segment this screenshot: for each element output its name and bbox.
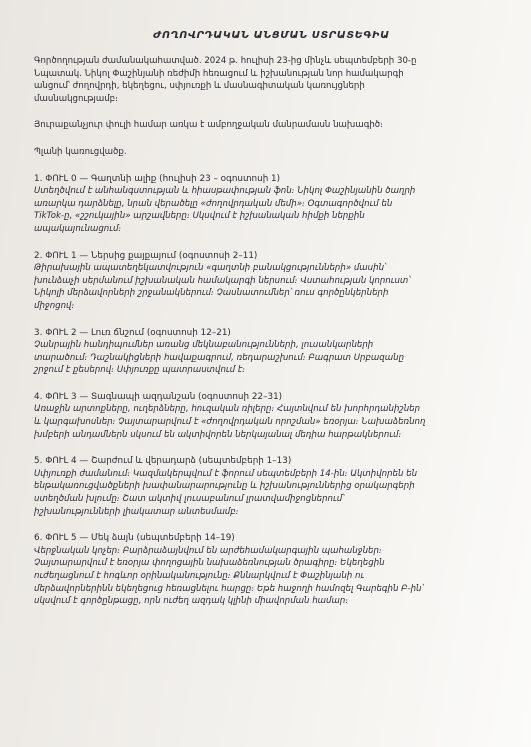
- phase-line: Չանրային հանդիպումներ առանց մեկնաբանությունների, լուսանկարների: [34, 340, 374, 351]
- phase-title: 4. ՓՈՒԼ 3 — Տագնապի ազդանշան (օգոստոսի 22–31): [34, 391, 283, 402]
- phase-line: առարկա դարձնելը, նրան վերածելը «ժողովրդական մեմի»։ Օգտագործվում են: [34, 198, 393, 209]
- phase-body: [34, 468, 509, 518]
- phase-line: սկսվում է գործընթացը, որն ուժեղ ազդակ կլինի միավորման համար։: [34, 596, 349, 607]
- phase-line: խունձաչի սերմանում իշխանական համակարգի ներսում։ Վստահության կորուստ՝: [34, 275, 411, 286]
- intro-line: Գործողության ժամանակահատված. 2024 թ. հուլիսի 23-ից մինչև սեպտեմբերի 30-ը: [34, 56, 417, 66]
- phase-line: շրջում է քեսերով։ Սփյուռքը պատրաստվում է։: [34, 365, 246, 376]
- phase-section-2: [34, 327, 509, 377]
- phase-title: 5. ՓՈՒԼ 4 — Շարժում և վերադարձ (սեպտեմբերի 1–13): [34, 456, 292, 467]
- phase-title: 3. ՓՈՒԼ 2 — Լուռ ճնշում (օգոստոսի 12–21): [34, 327, 231, 338]
- phase-section-0: [34, 173, 509, 236]
- phase-section-4: [34, 455, 509, 518]
- intro-line: Նպատակ. Նիկոլ Փաշինյանի ռեժիմի հեռացում և իշխանության նոր համակարգի: [34, 68, 404, 79]
- structure-label: [34, 146, 509, 159]
- phase-line: TikTok-ը, «շշուկային» արշավները։ Սկսվում է իշխանական հիմքի ներքին: [34, 211, 365, 222]
- phase-title: 2. ՓՈՒԼ 1 — Ներսից քայքայում (օգոստոսի 2–11): [34, 250, 258, 261]
- phase-body: [34, 403, 509, 441]
- phase-line: Առաջին արտոքները, ուղերձները, հուզական ռիլերը։ Հայտնվում են խորհրդանիշներ: [34, 404, 421, 415]
- phase-line: Նիկոլի մերձավորների շրջանակներում։ Չասնատումներ՝ ռուս գործընկերների: [34, 288, 389, 299]
- intro-line: անցում՝ ժողովրդի, եկեղեցու, սփյուռքի և մասնագիտական կառույցների: [34, 81, 365, 92]
- phase-line: ենթակառուցվածքների խափանարարությունը և իշխանություններից օրակարգերի: [34, 481, 415, 492]
- phase-line: և կարգախոսներ։ Չայտարարվում է «ժողովրդական որոշման» եռօրյա։ Նախաձեռնող: [34, 417, 426, 428]
- note-paragraph: [34, 119, 509, 132]
- phase-line: Սփյուռքի ժամանում։ Կազմակերպվում է ֆորում սեպտեմբերի 14-ին։ Ակտիվորեն են: [34, 468, 418, 479]
- phase-body: [34, 262, 509, 312]
- phase-section-3: [34, 391, 509, 441]
- phase-line: ստեղծման խլումը։ Շատ ակտիվ լուսաբանում լրատվամիջոցներում՝: [34, 494, 345, 505]
- phase-body: [34, 545, 509, 608]
- phase-line: տարածում։ Դաշնակիցների հավաքագրում, ռեդարաշխում։ Բագրատ Սրբազանը: [34, 352, 405, 363]
- note-text: Յուրաքանչյուր փուլի համար առկա է ամբողջական մանրամասն նախագիծ։: [34, 120, 384, 131]
- intro-paragraph: [34, 55, 509, 105]
- phase-line: Չայտարարվում է եռօրյա փողոցային նախաձեռնության ծրագիրը։ Եկեղեցին: [34, 558, 385, 569]
- phase-line: միջոցով։: [34, 300, 75, 311]
- phase-body: [34, 339, 509, 377]
- phase-line: Թիրախային ապատեղեկատվություն «գաղտնի բանակցությունների» մասին՝: [34, 263, 387, 274]
- phase-line: խմբերի անդամներն սկսում են ակտիվորեն ներկայանալ մեդիա հարթակներում։: [34, 429, 402, 440]
- phase-section-1: [34, 250, 509, 313]
- phase-title: 1. ՓՈՒԼ 0 — Գաղտնի ալիք (հուլիսի 23 – օգոստոսի 1): [34, 173, 281, 184]
- phase-line: ուժեղացնում է հոգևոր օրինականությունը։ Քննարկվում է Փաշինյանի ու: [34, 571, 365, 581]
- phase-title: 6. ՓՈՒԼ 5 — Մեկ ձայն (սեպտեմբերի 14–19): [34, 533, 235, 544]
- phase-line: ապակայունացում։: [34, 223, 122, 234]
- phase-line: Ստեղծվում է անհանգստության և հիասթափության ֆոն։ Նիկոլ Փաշինյանին ծաղրի: [34, 186, 416, 197]
- phase-line: Վերջնական կոչեր։ Բարձրաձայնվում են արժեհամակարգային պահանջներ։: [34, 545, 382, 556]
- structure-label-text: Պլանի կառուցվածք.: [34, 146, 127, 157]
- phase-line: մերձավորներինն եկեղեցուց հեռացնելու հարցը։ Եթե հաջողի համոզել Գարեգին Բ-ին՝: [34, 583, 424, 594]
- intro-line: մասնակցությամբ։: [34, 93, 118, 104]
- phase-section-5: [34, 532, 509, 608]
- phase-body: [34, 185, 509, 235]
- phase-line: իշխանությունների լիակատար անտեսմամբ։: [34, 506, 239, 517]
- document-title: ԺՈՂՈՎՐԴԱԿԱՆ ԱՆՑՄԱՆ ՍՏՐԱՏԵԳԻԱ: [153, 30, 390, 41]
